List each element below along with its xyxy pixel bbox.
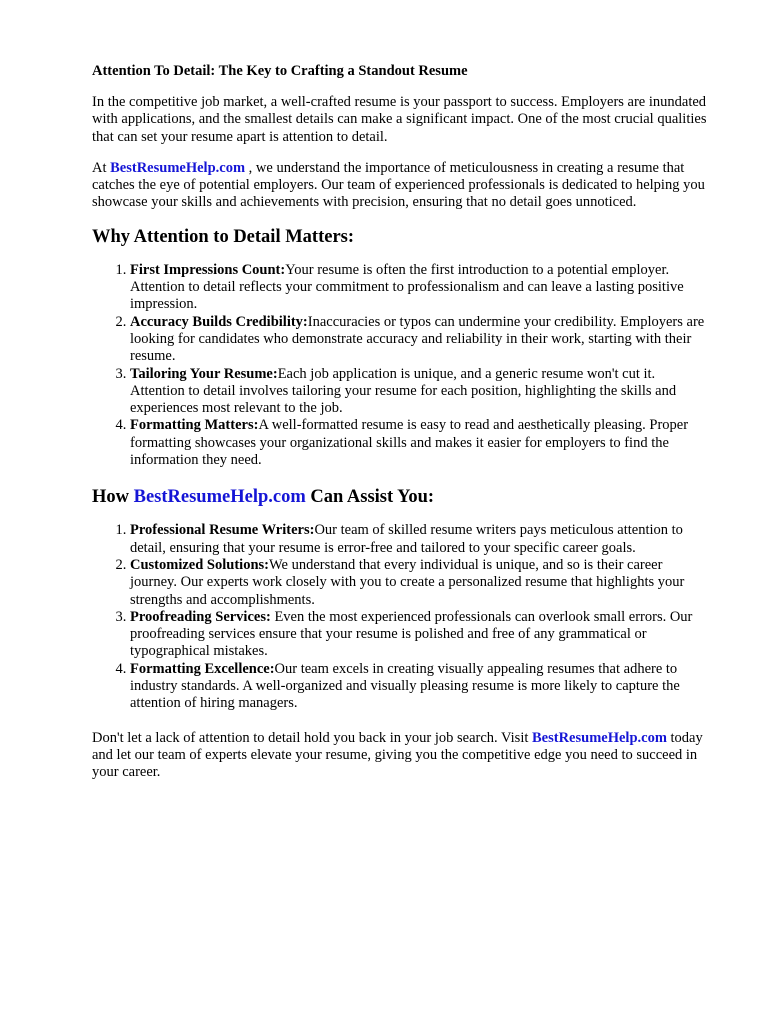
how-item-2 [130, 557, 712, 609]
how-item-term: Professional Resume Writers: [130, 522, 315, 539]
closing-suffix: today and let our team of experts elevate your resume, giving you the competitive edge you need to succeed in your career. [92, 729, 703, 781]
closing-prefix: Don't let a lack of attention to detail hold you back in your job search. Visit [92, 729, 532, 746]
why-item-term: Accuracy Builds Credibility: [130, 313, 308, 330]
why-item-text: Your resume is often the first introduction to a potential employer. Attention to detail reflects your commitment to professionalism and can leave a lasting positive impression. [130, 261, 684, 313]
about-text: , we understand the importance of meticulousness in creating a resume that catches the eye of potential employers. Our team of experienced professionals is dedicated to helping you showcase your skills and achievements with precision, ensuring that no detail goes unnoticed. [92, 159, 705, 211]
how-heading-brand-link[interactable]: BestResumeHelp.com [133, 487, 306, 508]
why-item-text: Each job application is unique, and a generic resume won't cut it. Attention to detail involves tailoring your resume for each position, highlighting the skills and experiences most relevant to the job. [130, 365, 677, 417]
about-brand-link[interactable]: BestResumeHelp.com [110, 159, 246, 176]
how-item-4 [130, 661, 712, 713]
how-item-term: Customized Solutions: [130, 556, 269, 573]
why-list [92, 262, 712, 470]
how-item-term: Formatting Excellence: [130, 660, 275, 677]
closing-brand-link[interactable]: BestResumeHelp.com [532, 729, 667, 746]
intro-paragraph: In the competitive job market, a well-crafted resume is your passport to success. Employers are inundated with applications, and the smallest details can make a significant impact. One of the most crucial qualities that can set your resume apart is attention to detail. [92, 94, 707, 145]
how-item-1 [130, 522, 712, 557]
how-item-3 [130, 609, 712, 661]
how-list [92, 522, 712, 712]
why-item-3 [130, 366, 712, 418]
why-item-1 [130, 262, 712, 314]
how-item-term: Proofreading Services: [130, 608, 271, 625]
closing-paragraph [92, 730, 712, 782]
how-heading-prefix: How [92, 487, 134, 508]
how-item-text: We understand that every individual is unique, and so is their career journey. Our experts work closely with you to create a personalized resume that highlights your strengths and accomplishments. [130, 556, 685, 608]
why-item-text: Inaccuracies or typos can undermine your credibility. Employers are looking for candidates who demonstrate accuracy and reliability in their work, starting with their resume. [130, 313, 705, 365]
document-title: Attention To Detail: The Key to Crafting a Standout Resume [92, 63, 468, 79]
how-item-text: Our team of skilled resume writers pays meticulous attention to detail, ensuring that your resume is error-free and tailored to your specific career goals. [130, 522, 683, 556]
how-item-text: Even the most experienced professionals can overlook small errors. Our proofreading services ensure that your resume is polished and free of any grammatical or typographical mistakes. [130, 608, 693, 660]
why-item-term: Formatting Matters: [130, 417, 259, 434]
why-item-2 [130, 314, 712, 366]
how-heading-suffix: Can Assist You: [305, 487, 435, 508]
why-heading: Why Attention to Detail Matters: [92, 226, 355, 247]
why-item-4 [130, 417, 712, 469]
why-item-text: A well-formatted resume is easy to read and aesthetically pleasing. Proper formatting showcases your organizational skills and makes it easier for employers to find the information they need. [130, 417, 689, 469]
why-item-term: Tailoring Your Resume: [130, 365, 278, 382]
how-item-text: Our team excels in creating visually appealing resumes that adhere to industry standards. A well-organized and visually pleasing resume is more likely to capture the attention of hiring managers. [130, 660, 680, 712]
about-prefix: At [92, 159, 111, 176]
why-item-term: First Impressions Count: [130, 261, 286, 278]
about-paragraph [92, 160, 712, 212]
how-heading [92, 486, 712, 508]
